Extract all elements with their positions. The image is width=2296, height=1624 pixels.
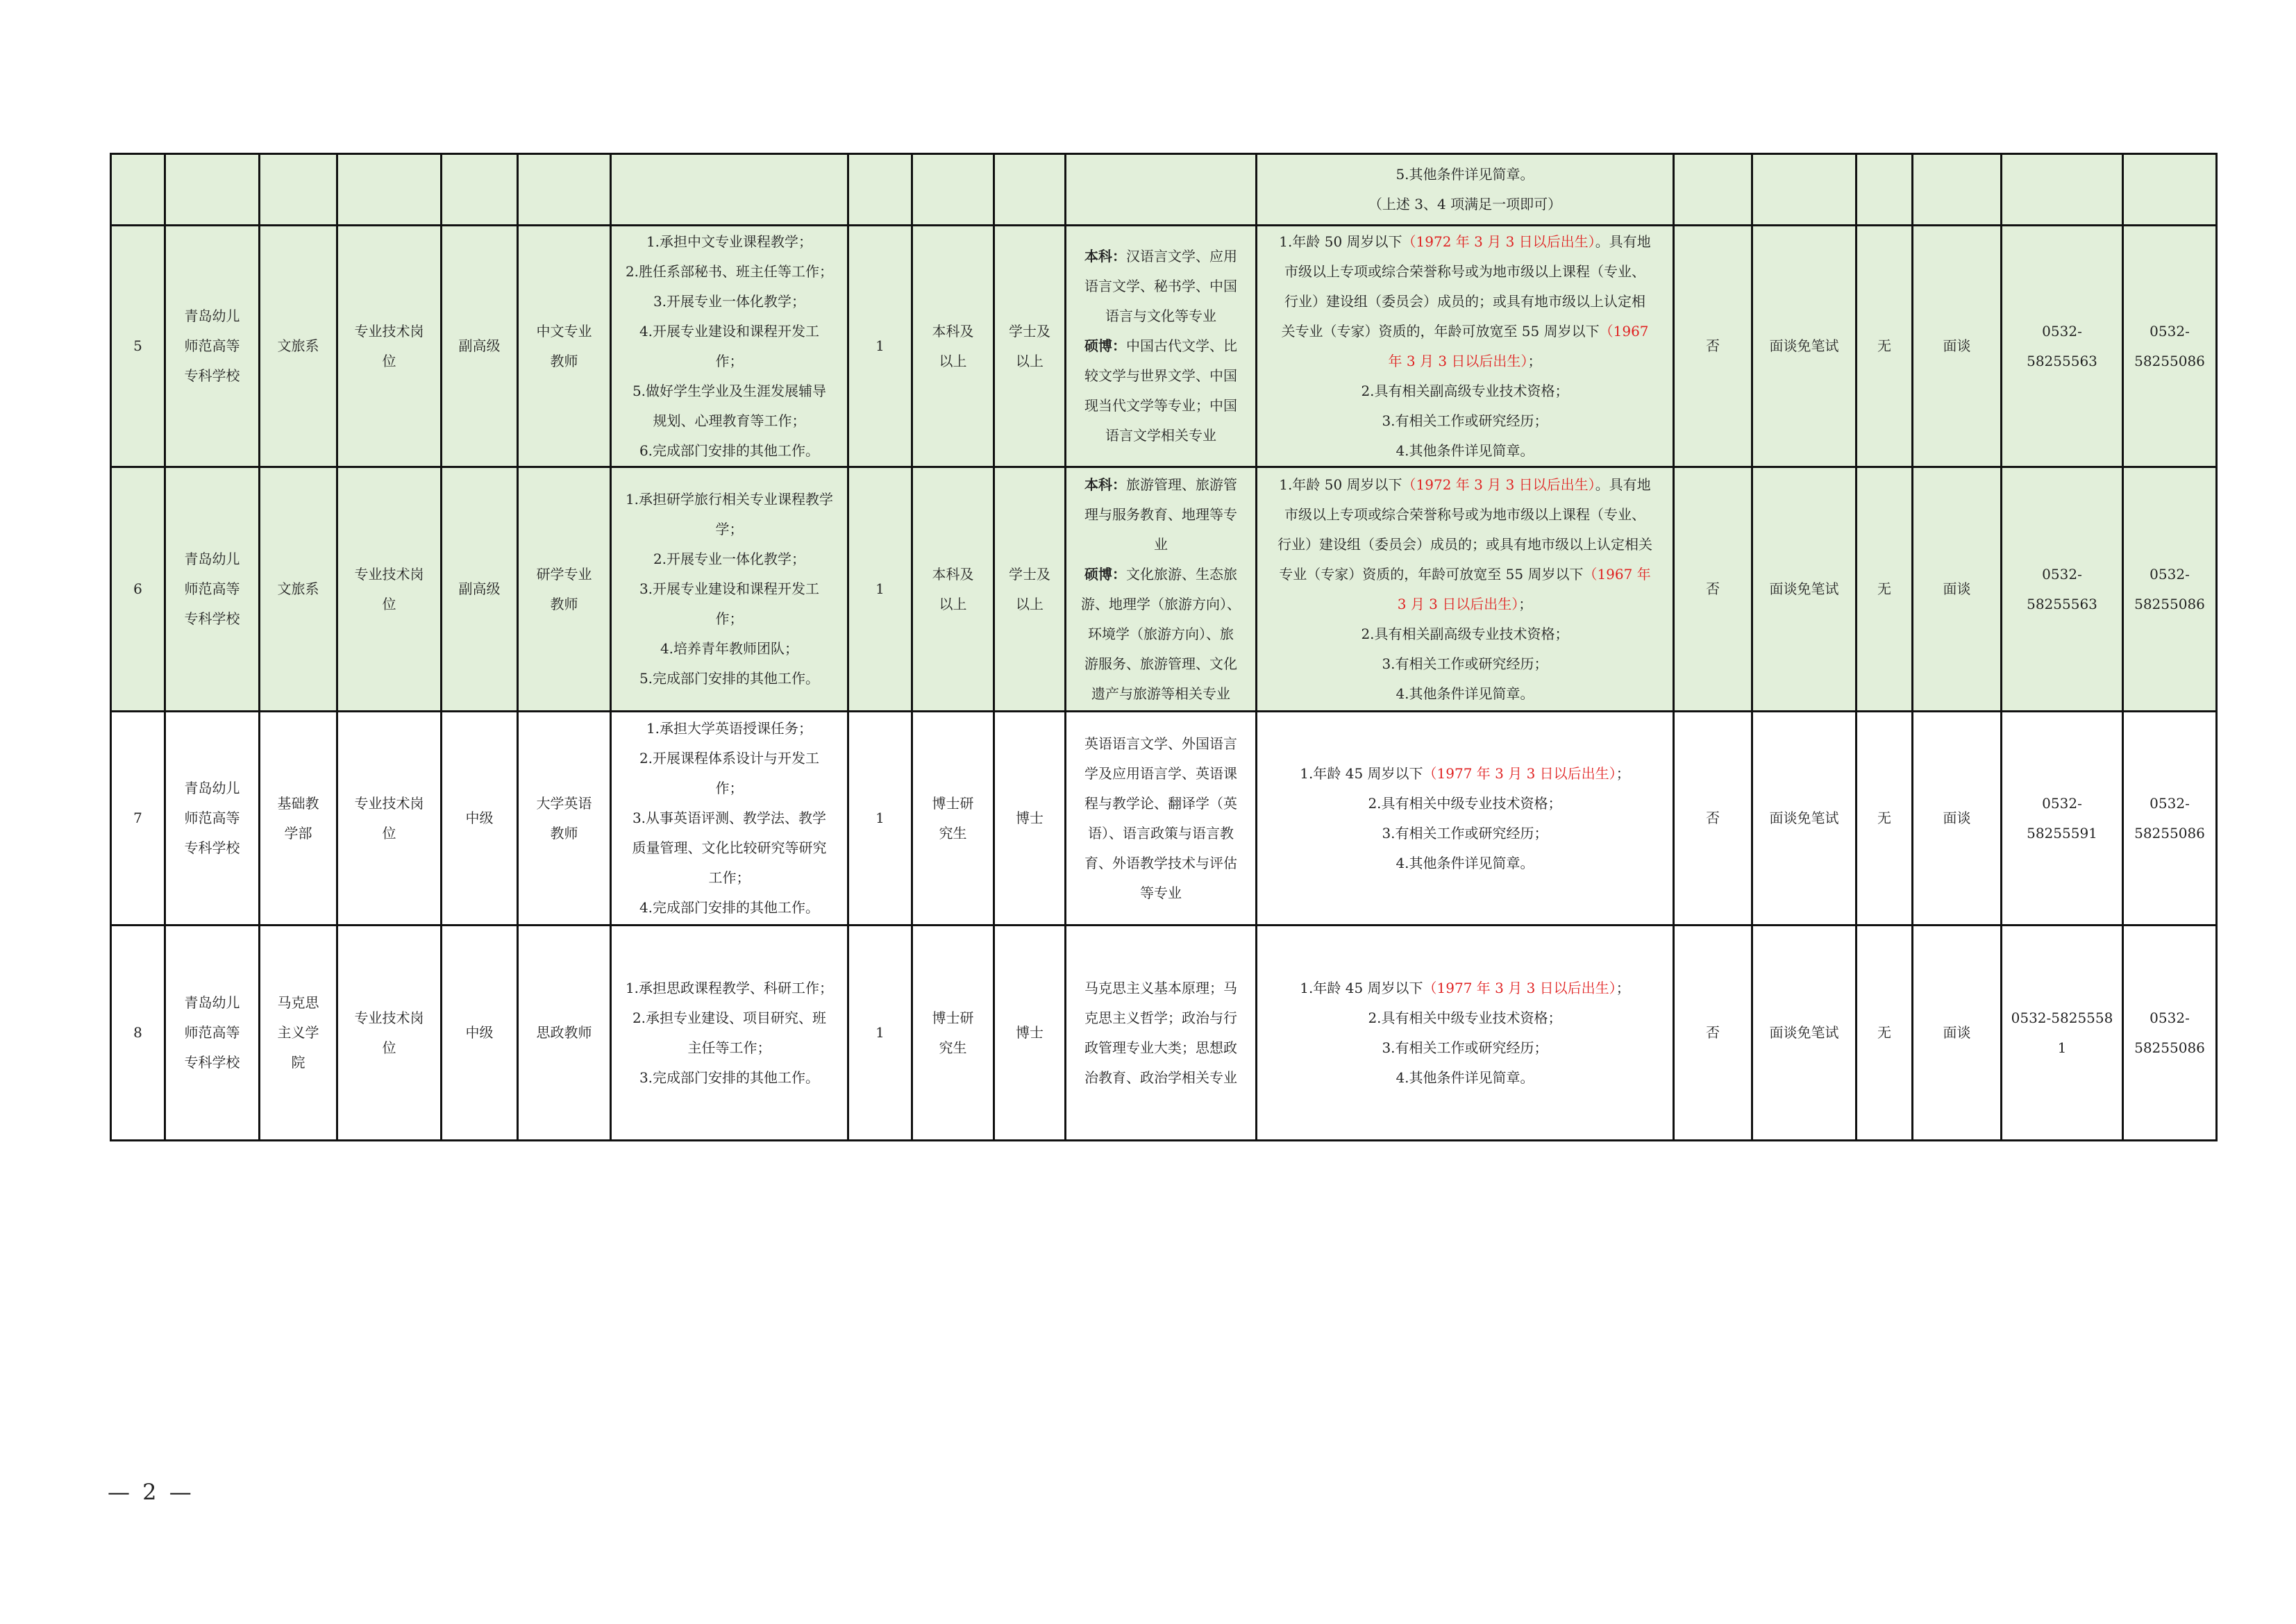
- duties-cell: [611, 467, 848, 712]
- degree-cell: [994, 926, 1066, 1141]
- education-cell: [912, 226, 994, 467]
- post-type-cell-line: 专业技术岗: [354, 565, 424, 583]
- conditions-text: 。具有地: [1595, 233, 1651, 250]
- unit-cell-line: 青岛幼儿: [184, 551, 240, 567]
- contact-phone-cell-line: 0532-58255581: [2011, 1009, 2113, 1056]
- unit-cell-line: 青岛幼儿: [184, 780, 240, 796]
- education-cell: [912, 712, 994, 926]
- unit-cell: [165, 926, 260, 1141]
- major-line: 游服务、旅游管理、文化: [1084, 655, 1237, 672]
- birthdate-note: 年 3 月 3 日以后出生）: [1388, 352, 1528, 369]
- duties-cell-line: 作；: [715, 352, 744, 369]
- written-exam-cell: 否: [1674, 467, 1752, 712]
- duties-cell: [611, 926, 848, 1141]
- conditions-text: ；: [1616, 764, 1630, 782]
- post-type-cell-line: 位: [382, 595, 396, 612]
- unit-cell: [165, 226, 260, 467]
- major-line: 现当代文学等专业；中国: [1084, 397, 1237, 414]
- duties-cell-line: 5.完成部门安排的其他工作。: [639, 670, 820, 687]
- major-line: 马克思主义基本原理；马: [1084, 979, 1237, 996]
- contact-phone-cell-line: 58255591: [2027, 824, 2097, 842]
- unit-cell-line: 青岛幼儿: [184, 994, 240, 1011]
- supervision-phone-cell-line: 0532-: [2150, 565, 2190, 583]
- unit-cell-line: 专科学校: [184, 367, 240, 384]
- post-name-cell: [518, 226, 611, 467]
- bachelor-majors: 汉语言文学、应用: [1126, 248, 1237, 265]
- conditions-line: 市级以上专项或综合荣誉称号或为地市级以上课程（专业、: [1284, 505, 1645, 523]
- major-line: [1073, 242, 1248, 271]
- row-number: 5: [111, 226, 165, 467]
- department-cell: [260, 926, 337, 1141]
- duties-cell-line: 2.开展专业一体化教学；: [653, 551, 806, 567]
- unit-cell-line: 专科学校: [184, 839, 240, 856]
- major-line: 业: [1154, 535, 1168, 553]
- post-type-cell-line: 位: [382, 1039, 396, 1056]
- supervision-phone-cell: [2123, 467, 2217, 712]
- duties-cell-line: 6.完成部门安排的其他工作。: [639, 442, 820, 459]
- unit-cell-line: 专科学校: [184, 1054, 240, 1071]
- duties-cell-line: 1.承担研学旅行相关专业课程教学: [625, 491, 834, 508]
- major-line: 政管理专业大类；思想政: [1084, 1039, 1237, 1056]
- post-level-cell: 副高级: [442, 226, 518, 467]
- post-type-cell-line: 专业技术岗: [354, 794, 424, 812]
- bachelor-majors: 旅游管理、旅游管: [1126, 476, 1237, 493]
- conditions-line: [1264, 317, 1666, 346]
- major-line: 育、外语教学技术与评估: [1084, 854, 1237, 871]
- conditions-line: 5.其他条件详见简章。: [1396, 166, 1534, 183]
- degree-cell-line: 学士及: [1009, 322, 1050, 340]
- department-cell: [260, 467, 337, 712]
- conditions-line: [1264, 973, 1666, 1003]
- duties-cell: [611, 226, 848, 467]
- duties-cell-line: 4.完成部门安排的其他工作。: [639, 899, 820, 916]
- conditions-line: 2.具有相关中级专业技术资格；: [1368, 1009, 1562, 1026]
- conditions-line: （上述 3、4 项满足一项即可）: [1368, 196, 1562, 212]
- post-name-cell-line: 研学专业: [536, 565, 592, 583]
- duties-cell-line: 规划、心理教育等工作；: [653, 412, 806, 429]
- unit-cell-line: 师范高等: [184, 1024, 240, 1041]
- post-name-cell-line: 教师: [550, 352, 578, 369]
- unit-cell: [165, 467, 260, 712]
- written-exam-cell: 否: [1674, 226, 1752, 467]
- conditions-line: 3.有相关工作或研究经历；: [1382, 1039, 1548, 1056]
- conditions-text: ；: [1527, 352, 1542, 369]
- conditions-line: 4.其他条件详见简章。: [1396, 854, 1534, 871]
- department-cell-line: 院: [291, 1054, 305, 1071]
- major-line: 较文学与世界文学、中国: [1084, 367, 1237, 384]
- duties-cell-line: 4.培养青年教师团队；: [660, 640, 799, 657]
- department-cell: [260, 712, 337, 926]
- duties-cell-line: 学；: [715, 521, 744, 537]
- supervision-phone-cell-line: 58255086: [2134, 595, 2205, 612]
- conditions-cell: [1257, 467, 1674, 712]
- unit-cell-line: 师范高等: [184, 580, 240, 597]
- bachelor-label: 本科：: [1084, 476, 1126, 493]
- unit-cell-line: 青岛幼儿: [184, 308, 240, 324]
- education-cell-line: 以上: [939, 595, 967, 612]
- written-exam-cell: 否: [1674, 926, 1752, 1141]
- interview-cell: 面谈: [1913, 226, 2002, 467]
- birthdate-note: （1967: [1599, 322, 1649, 340]
- post-level-cell: 中级: [442, 926, 518, 1141]
- ratio-cell: 无: [1857, 467, 1913, 712]
- conditions-text: 关专业（专家）资质的，年龄可放宽至 55 周岁以下: [1281, 322, 1600, 340]
- page-number: — 2 —: [108, 1479, 194, 1505]
- supervision-phone-cell-line: 58255086: [2134, 824, 2205, 842]
- birthdate-note: （1967 年: [1583, 565, 1651, 583]
- degree-cell-line: 以上: [1016, 595, 1044, 612]
- conditions-cell: [1257, 154, 1674, 226]
- conditions-line: 2.具有相关副高级专业技术资格；: [1361, 382, 1569, 399]
- unit-cell-line: 专科学校: [184, 610, 240, 627]
- conditions-line: 3.有相关工作或研究经历；: [1382, 412, 1548, 429]
- duties-cell: [611, 712, 848, 926]
- major-line: [1073, 470, 1248, 500]
- interview-cell: 面谈: [1913, 926, 2002, 1141]
- post-name-cell: [518, 926, 611, 1141]
- major-line: 等专业: [1140, 884, 1182, 901]
- age-requirement: 1.年龄 50 周岁以下: [1279, 233, 1402, 250]
- conditions-line: 2.具有相关中级专业技术资格；: [1368, 794, 1562, 812]
- duties-cell-line: 1.承担大学英语授课任务；: [646, 720, 813, 737]
- education-cell-line: 以上: [939, 352, 967, 369]
- education-cell-line: 究生: [939, 824, 967, 842]
- conditions-line: 3.有相关工作或研究经历；: [1382, 655, 1548, 672]
- exam-form-cell: 面谈免笔试: [1752, 926, 1857, 1141]
- table-row: [111, 467, 2217, 712]
- row-number: 6: [111, 467, 165, 712]
- department-cell: [260, 226, 337, 467]
- major-line: 语）、语言政策与语言教: [1088, 824, 1234, 842]
- duties-cell-line: 2.承担专业建设、项目研究、班: [632, 1009, 827, 1026]
- unit-cell: [165, 712, 260, 926]
- hiring-count-cell: 1: [848, 226, 912, 467]
- master-label: 硕博：: [1084, 337, 1126, 354]
- duties-cell-line: 工作；: [708, 869, 751, 886]
- birthdate-note: （1977 年 3 月 3 日以后出生）: [1423, 979, 1616, 996]
- conditions-line: [1264, 470, 1666, 500]
- exam-form-cell: 面谈免笔试: [1752, 467, 1857, 712]
- conditions-text: 专业（专家）资质的，年龄可放宽至 55 周岁以下: [1279, 565, 1584, 583]
- post-name-cell-line: 思政教师: [536, 1024, 592, 1041]
- birthdate-note: （1972 年 3 月 3 日以后出生）: [1402, 233, 1595, 250]
- contact-phone-cell-line: 0532-: [2042, 565, 2082, 583]
- department-cell-line: 基础教: [277, 794, 319, 812]
- duties-cell-line: 2.开展课程体系设计与开发工: [639, 750, 820, 767]
- table-row-continued: [111, 154, 2217, 226]
- contact-phone-cell-line: 58255563: [2027, 352, 2097, 369]
- degree-cell: [994, 712, 1066, 926]
- degree-cell-line: 博士: [1016, 1024, 1044, 1041]
- major-cell: [1066, 926, 1257, 1141]
- contact-phone-cell: [2002, 926, 2123, 1141]
- post-type-cell-line: 专业技术岗: [354, 322, 424, 340]
- supervision-phone-cell-line: 58255086: [2134, 352, 2205, 369]
- bachelor-label: 本科：: [1084, 248, 1126, 265]
- major-line: 语言文学相关专业: [1105, 427, 1216, 444]
- master-label: 硕博：: [1084, 565, 1126, 583]
- major-line: 游、地理学（旅游方向）、: [1081, 595, 1241, 612]
- duties-cell-line: 主任等工作；: [687, 1039, 771, 1056]
- post-name-cell-line: 教师: [550, 824, 578, 842]
- post-name-cell-line: 大学英语: [536, 794, 592, 812]
- supervision-phone-cell-line: 0532-: [2150, 322, 2190, 340]
- conditions-line: [1264, 589, 1666, 619]
- conditions-cell: [1257, 226, 1674, 467]
- conditions-line: [1264, 759, 1666, 789]
- conditions-line: [1264, 346, 1666, 376]
- education-cell-line: 博士研: [932, 794, 974, 812]
- age-requirement: 1.年龄 50 周岁以下: [1279, 476, 1402, 493]
- post-name-cell: [518, 712, 611, 926]
- exam-form-cell: 面谈免笔试: [1752, 226, 1857, 467]
- master-majors: 中国古代文学、比: [1126, 337, 1237, 354]
- row-number: 7: [111, 712, 165, 926]
- birthdate-note: （1977 年 3 月 3 日以后出生）: [1423, 764, 1616, 782]
- post-type-cell-line: 专业技术岗: [354, 1009, 424, 1026]
- department-cell-line: 文旅系: [277, 580, 319, 597]
- post-name-cell-line: 教师: [550, 595, 578, 612]
- supervision-phone-cell-line: 0532-: [2150, 794, 2190, 812]
- duties-cell-line: 作；: [715, 610, 744, 627]
- conditions-line: 市级以上专项或综合荣誉称号或为地市级以上课程（专业、: [1284, 262, 1645, 280]
- ratio-cell: 无: [1857, 226, 1913, 467]
- supervision-phone-cell-line: 0532-: [2150, 1009, 2190, 1026]
- conditions-text: ；: [1616, 979, 1630, 996]
- table-row: [111, 226, 2217, 467]
- post-name-cell: [518, 467, 611, 712]
- contact-phone-cell-line: 58255563: [2027, 595, 2097, 612]
- conditions-line: 4.其他条件详见简章。: [1396, 1069, 1534, 1086]
- contact-phone-cell: [2002, 226, 2123, 467]
- degree-cell: [994, 226, 1066, 467]
- contact-phone-cell-line: 0532-: [2042, 794, 2082, 812]
- education-cell-line: 本科及: [932, 565, 974, 583]
- education-cell-line: 博士研: [932, 1009, 974, 1026]
- post-type-cell: [337, 467, 442, 712]
- post-type-cell: [337, 226, 442, 467]
- unit-cell-line: 师范高等: [184, 810, 240, 826]
- major-line: 程与教学论、翻译学（英: [1084, 794, 1237, 812]
- duties-cell-line: 4.开展专业建设和课程开发工: [639, 322, 820, 340]
- conditions-line: 行业）建设组（委员会）成员的；或具有地市级以上认定相: [1284, 292, 1645, 310]
- major-line: [1073, 331, 1248, 361]
- major-line: 理与服务教育、地理等专: [1084, 505, 1237, 523]
- major-line: 英语语言文学、外国语言: [1084, 735, 1237, 752]
- conditions-line: 2.具有相关副高级专业技术资格；: [1361, 625, 1569, 642]
- degree-cell: [994, 467, 1066, 712]
- degree-cell-line: 博士: [1016, 810, 1044, 826]
- duties-cell-line: 作；: [715, 780, 744, 796]
- major-cell: [1066, 712, 1257, 926]
- unit-cell-line: 师范高等: [184, 337, 240, 354]
- education-cell-line: 本科及: [932, 322, 974, 340]
- major-line: [1073, 560, 1248, 589]
- conditions-cell: [1257, 926, 1674, 1141]
- duties-cell-line: 质量管理、文化比较研究等研究: [632, 839, 827, 856]
- conditions-line: 3.有相关工作或研究经历；: [1382, 824, 1548, 842]
- duties-cell-line: 1.承担中文专业课程教学；: [646, 233, 813, 250]
- conditions-cell: [1257, 712, 1674, 926]
- post-type-cell-line: 位: [382, 824, 396, 842]
- degree-cell-line: 学士及: [1009, 565, 1050, 583]
- conditions-line: 行业）建设组（委员会）成员的；或具有地市级以上认定相关: [1277, 535, 1652, 553]
- post-type-cell: [337, 926, 442, 1141]
- table-row: [111, 712, 2217, 926]
- written-exam-cell: 否: [1674, 712, 1752, 926]
- master-majors: 文化旅游、生态旅: [1126, 565, 1237, 583]
- education-cell: [912, 467, 994, 712]
- conditions-text: 。具有地: [1595, 476, 1651, 493]
- major-line: 语言文学、秘书学、中国: [1084, 278, 1237, 294]
- major-line: 治教育、政治学相关专业: [1084, 1069, 1237, 1086]
- department-cell-line: 学部: [284, 824, 312, 842]
- supervision-phone-cell-line: 58255086: [2134, 1039, 2205, 1056]
- recruitment-table: [110, 153, 2218, 1141]
- contact-phone-cell: [2002, 467, 2123, 712]
- conditions-line: 4.其他条件详见简章。: [1396, 685, 1534, 702]
- conditions-line: [1264, 227, 1666, 257]
- conditions-line: 4.其他条件详见简章。: [1396, 442, 1534, 459]
- post-type-cell-line: 位: [382, 352, 396, 369]
- major-cell: [1066, 226, 1257, 467]
- duties-cell-line: 3.完成部门安排的其他工作。: [639, 1069, 820, 1086]
- major-line: 学及应用语言学、英语课: [1084, 764, 1237, 782]
- row-number: 8: [111, 926, 165, 1141]
- age-requirement: 1.年龄 45 周岁以下: [1300, 764, 1423, 782]
- conditions-line: [1264, 560, 1666, 589]
- ratio-cell: 无: [1857, 926, 1913, 1141]
- department-cell-line: 文旅系: [277, 337, 319, 354]
- post-name-cell-line: 中文专业: [536, 322, 592, 340]
- department-cell-line: 马克思: [277, 994, 319, 1011]
- supervision-phone-cell: [2123, 712, 2217, 926]
- ratio-cell: 无: [1857, 712, 1913, 926]
- interview-cell: 面谈: [1913, 712, 2002, 926]
- major-line: 遗产与旅游等相关专业: [1091, 685, 1230, 702]
- post-level-cell: 副高级: [442, 467, 518, 712]
- post-type-cell: [337, 712, 442, 926]
- duties-cell-line: 3.开展专业一体化教学；: [653, 292, 806, 310]
- supervision-phone-cell: [2123, 926, 2217, 1141]
- duties-cell-line: 1.承担思政课程教学、科研工作；: [625, 979, 834, 996]
- education-cell-line: 究生: [939, 1039, 967, 1056]
- interview-cell: 面谈: [1913, 467, 2002, 712]
- contact-phone-cell: [2002, 712, 2123, 926]
- education-cell: [912, 926, 994, 1141]
- hiring-count-cell: 1: [848, 712, 912, 926]
- post-level-cell: 中级: [442, 712, 518, 926]
- department-cell-line: 主义学: [277, 1024, 319, 1041]
- contact-phone-cell-line: 0532-: [2042, 322, 2082, 340]
- hiring-count-cell: 1: [848, 926, 912, 1141]
- degree-cell-line: 以上: [1016, 352, 1044, 369]
- duties-cell-line: 3.开展专业建设和课程开发工: [639, 580, 820, 597]
- major-line: 语言与文化等专业: [1105, 308, 1216, 324]
- major-cell: [1066, 467, 1257, 712]
- hiring-count-cell: 1: [848, 467, 912, 712]
- duties-cell-line: 5.做好学生学业及生涯发展辅导: [632, 382, 827, 399]
- birthdate-note: 3 月 3 日以后出生）: [1397, 595, 1519, 612]
- age-requirement: 1.年龄 45 周岁以下: [1300, 979, 1423, 996]
- supervision-phone-cell: [2123, 226, 2217, 467]
- exam-form-cell: 面谈免笔试: [1752, 712, 1857, 926]
- duties-cell-line: 3.从事英语评测、教学法、教学: [632, 810, 827, 826]
- conditions-text: ；: [1518, 595, 1533, 612]
- table-row: [111, 926, 2217, 1141]
- duties-cell-line: 2.胜任系部秘书、班主任等工作；: [625, 262, 834, 280]
- major-line: 克思主义哲学；政治与行: [1084, 1009, 1237, 1026]
- birthdate-note: （1972 年 3 月 3 日以后出生）: [1402, 476, 1595, 493]
- major-line: 环境学（旅游方向）、旅: [1088, 625, 1234, 642]
